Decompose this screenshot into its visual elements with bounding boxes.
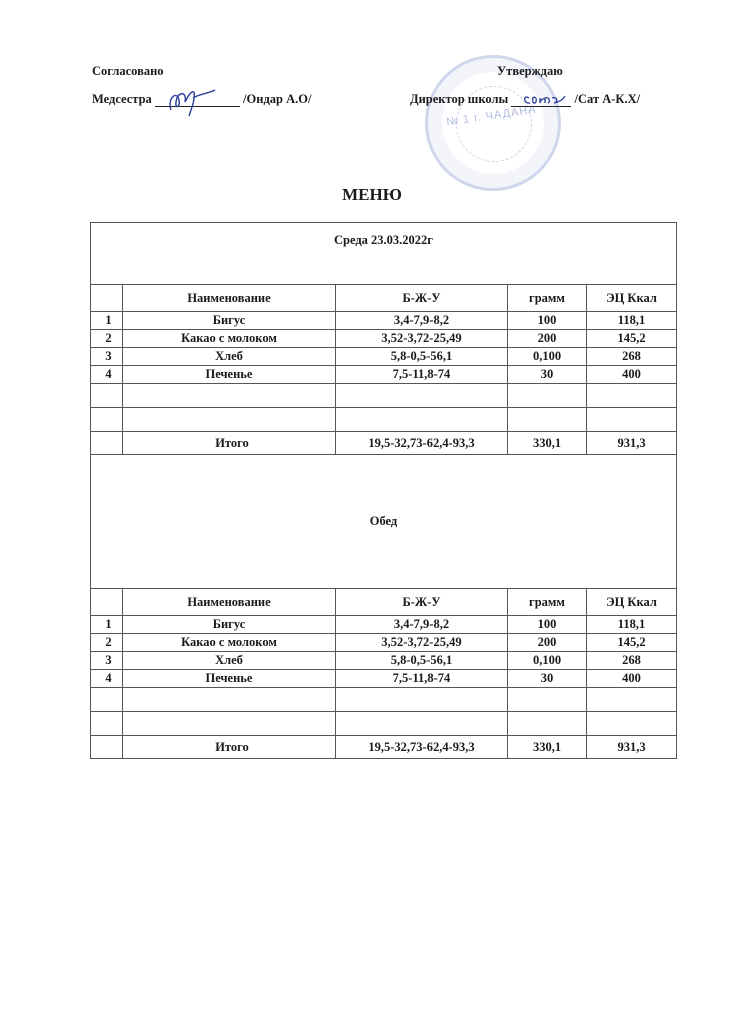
row-gram: 0,100 (508, 348, 587, 366)
row-kcal: 118,1 (587, 312, 677, 330)
row-gram: 30 (508, 670, 587, 688)
total-num (91, 736, 123, 759)
page-title: МЕНЮ (342, 185, 402, 204)
header-bju: Б-Ж-У (336, 285, 508, 312)
row-gram: 100 (508, 312, 587, 330)
row-bju: 5,8-0,5-56,1 (336, 348, 508, 366)
row-bju: 3,52-3,72-25,49 (336, 634, 508, 652)
table-row (91, 312, 677, 330)
row-num: 3 (91, 348, 123, 366)
total-row (91, 432, 677, 455)
row-kcal: 145,2 (587, 330, 677, 348)
row-num: 1 (91, 616, 123, 634)
day-title: Среда 23.03.2022г (334, 233, 433, 247)
table-row (91, 634, 677, 652)
empty-row (91, 688, 677, 712)
approved-right-label: Утверждаю (497, 64, 563, 78)
row-bju: 7,5-11,8-74 (336, 670, 508, 688)
row-num: 1 (91, 312, 123, 330)
row-num: 2 (91, 330, 123, 348)
signature-scribble-icon (521, 88, 571, 110)
table-row (91, 616, 677, 634)
row-kcal: 400 (587, 366, 677, 384)
header-name: Наименование (123, 589, 336, 616)
nurse-name: /Ондар А.О/ (243, 92, 312, 106)
total-gram: 330,1 (508, 736, 587, 759)
lunch-title-cell (91, 455, 677, 589)
total-bju: 19,5-32,73-62,4-93,3 (336, 432, 508, 455)
header-num (91, 285, 123, 312)
table-row (91, 330, 677, 348)
row-bju: 3,4-7,9-8,2 (336, 616, 508, 634)
row-num: 2 (91, 634, 123, 652)
header-gram: грамм (508, 589, 587, 616)
approved-left-label: Согласовано (92, 64, 164, 78)
director-signature (511, 94, 571, 107)
header-bju: Б-Ж-У (336, 589, 508, 616)
total-num (91, 432, 123, 455)
row-num: 4 (91, 366, 123, 384)
table-row (91, 670, 677, 688)
row-gram: 30 (508, 366, 587, 384)
nurse-role: Медсестра (92, 92, 152, 106)
empty-row (91, 408, 677, 432)
total-kcal: 931,3 (587, 736, 677, 759)
row-bju: 7,5-11,8-74 (336, 366, 508, 384)
row-kcal: 268 (587, 652, 677, 670)
empty-row (91, 712, 677, 736)
header-gram: грамм (508, 285, 587, 312)
row-name: Бигус (123, 616, 336, 634)
row-kcal: 268 (587, 348, 677, 366)
row-gram: 200 (508, 634, 587, 652)
row-name: Печенье (123, 366, 336, 384)
total-kcal: 931,3 (587, 432, 677, 455)
menu-table (90, 222, 677, 759)
row-num: 4 (91, 670, 123, 688)
total-label: Итого (123, 736, 336, 759)
row-bju: 3,4-7,9-8,2 (336, 312, 508, 330)
row-name: Бигус (123, 312, 336, 330)
nurse-signature-line (92, 92, 311, 107)
row-gram: 0,100 (508, 652, 587, 670)
stamp-text: № 1 г. ЧАДАНА (445, 103, 538, 129)
row-bju: 3,52-3,72-25,49 (336, 330, 508, 348)
header-kcal: ЭЦ Ккал (587, 285, 677, 312)
row-name: Хлеб (123, 348, 336, 366)
header-kcal: ЭЦ Ккал (587, 589, 677, 616)
total-row (91, 736, 677, 759)
row-bju: 5,8-0,5-56,1 (336, 652, 508, 670)
row-kcal: 145,2 (587, 634, 677, 652)
total-bju: 19,5-32,73-62,4-93,3 (336, 736, 508, 759)
row-num: 3 (91, 652, 123, 670)
row-kcal: 400 (587, 670, 677, 688)
row-name: Какао с молоком (123, 634, 336, 652)
row-gram: 100 (508, 616, 587, 634)
day-title-cell (91, 223, 677, 285)
row-name: Хлеб (123, 652, 336, 670)
lunch-title: Обед (369, 514, 398, 528)
signature-scribble-icon (163, 80, 223, 118)
total-gram: 330,1 (508, 432, 587, 455)
director-signature-line (410, 92, 640, 107)
table-row (91, 348, 677, 366)
header-row (91, 589, 677, 616)
total-label: Итого (123, 432, 336, 455)
row-name: Печенье (123, 670, 336, 688)
empty-row (91, 384, 677, 408)
row-kcal: 118,1 (587, 616, 677, 634)
director-name: /Сат А-К.Х/ (574, 92, 641, 106)
header-name: Наименование (123, 285, 336, 312)
nurse-signature (155, 94, 240, 107)
row-name: Какао с молоком (123, 330, 336, 348)
table-row (91, 366, 677, 384)
header-row (91, 285, 677, 312)
header-num (91, 589, 123, 616)
row-gram: 200 (508, 330, 587, 348)
table-row (91, 652, 677, 670)
director-role: Директор школы (410, 92, 509, 106)
